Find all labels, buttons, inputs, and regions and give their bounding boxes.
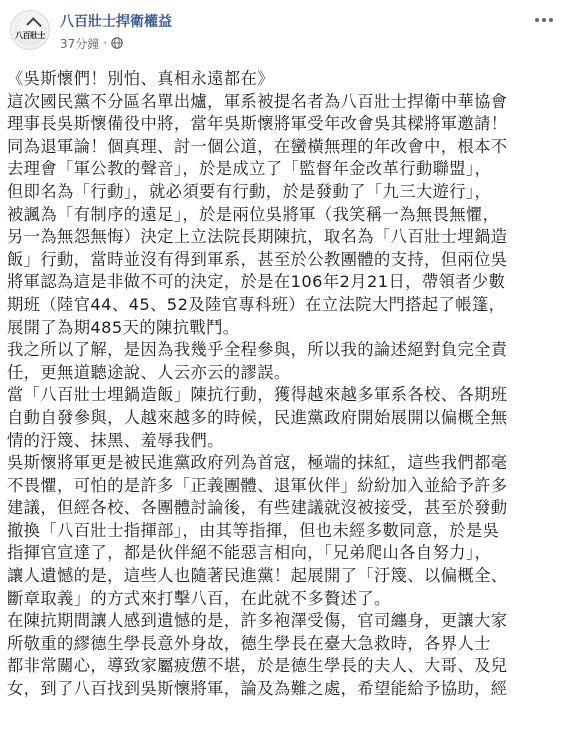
- post-text-line: 將軍認為這是非做不可的決定，於是在106年2月21日，帶領者少數: [7, 272, 506, 292]
- globe-icon[interactable]: [111, 37, 123, 49]
- post-text-line: 同為退軍論！個真理、討一個公道，在蠻橫無理的年改會中，根本不: [7, 136, 508, 156]
- post-text-line: 情的汙篾、抹黑、羞辱我們。: [7, 430, 224, 450]
- post-paragraphs: [7, 91, 563, 701]
- post-text-line: 另一為無怨無悔）決定上立法院長期陳抗，取名為「八百壯士埋鍋造: [7, 227, 508, 247]
- post-paragraph: [7, 452, 563, 610]
- post-title: 《吳斯懷們！別怕、真相永遠都在》: [7, 69, 274, 88]
- post-text-line: 所敬重的繆德生學長意外身故，德生學長在臺大急救時，各界人士: [7, 633, 491, 653]
- page-avatar[interactable]: [10, 10, 50, 50]
- post-text-line: 讓人遺憾的是，這些人也隨著民進黨！起展開了「汙篾、以偏概全、: [7, 566, 508, 586]
- post-text-line: 任，更無道聽途說、人云亦云的謬誤。: [7, 362, 291, 382]
- post-text-line: 當「八百壯士埋鍋造飯」陳抗行動，獲得越來越多軍系各校、各期班: [7, 385, 508, 405]
- post-text-line: 不畏懼，可怕的是許多「正義團體、退軍伙伴」紛紛加入並給予許多: [7, 475, 508, 495]
- post-timestamp[interactable]: 37分鐘: [60, 36, 100, 51]
- post-text-line: 這次國民黨不分區名單出爐，軍系被提名者為八百壯士捍衛中華協會: [7, 91, 508, 111]
- post-text-line: 女，到了八百找到吳斯懷將軍，論及為難之處，希望能給予協助，經: [7, 679, 508, 699]
- post-text-line: 指揮官宣達了，都是伙伴絕不能惡言相向，「兄弟爬山各自努力」，: [7, 543, 492, 563]
- post-text-line: 去理會「軍公教的聲音」，於是成立了「監督年金改革行動聯盟」，: [7, 159, 492, 179]
- post-text-line: 期班（陸官44、45、52及陸官專科班）在立法院大門搭起了帳篷，: [7, 294, 506, 314]
- post-text-line: 理事長吳斯懷備役中將，當年吳斯懷將軍受年改會吳其樑將軍邀請！: [7, 114, 508, 134]
- post-meta: [60, 35, 123, 51]
- page-name-link[interactable]: 八百壯士捍衛權益: [60, 14, 172, 30]
- post-text-line: 被諷為「有制序的遠足」，於是兩位吳將軍（我笑稱一為無畏無懼，: [7, 204, 500, 224]
- post-text-line: 飯」行動，當時並沒有得到軍系，甚至於公教團體的支持，但兩位吳: [7, 249, 508, 269]
- post-text-line: 建議，但經各校、各團體討論後，有些建議就沒被接受，甚至於發動: [7, 498, 508, 518]
- post-text-line: 自動自發參與，人越來越多的時候，民進黨政府開始展開以偏概全無: [7, 407, 508, 427]
- post-text-line: 在陳抗期間讓人感到遺憾的是，許多袍澤受傷，官司纏身，更讓大家: [7, 611, 508, 631]
- post-paragraph: [7, 384, 563, 452]
- post-paragraph: [7, 91, 563, 340]
- post-paragraph: [7, 339, 563, 384]
- avatar-label: 八百壯士: [15, 30, 45, 40]
- post-text-line: 撤換「八百壯士指揮部」，由其等指揮，但也未經多數同意，於是吳: [7, 520, 500, 540]
- post-paragraph: [7, 610, 563, 700]
- more-options-icon[interactable]: [530, 10, 558, 30]
- post-header: [0, 0, 568, 62]
- meta-separator: ·: [103, 36, 108, 50]
- post-text-line: 都非常關心，導致家屬疲憊不堪，於是德生學長的夫人、大哥、及兒: [7, 656, 508, 676]
- post-text-line: 斷章取義」的方式來打擊八百，在此就不多贅述了。: [7, 588, 391, 608]
- post-text-line: 我之所以了解，是因為我幾乎全程參與，所以我的論述絕對負完全責: [7, 340, 508, 360]
- avatar-badge: [14, 14, 46, 46]
- post-text-line: 吳斯懷將軍更是被民進黨政府列為首寇，極端的抹紅，這些我們都毫: [7, 453, 508, 473]
- post-text-line: 展開了為期485天的陳抗戰鬥。: [7, 317, 240, 337]
- post-body: [7, 68, 563, 701]
- post-text-line: 但即名為「行動」，就必須要有行動，於是發動了「九三大遊行」，: [7, 181, 492, 201]
